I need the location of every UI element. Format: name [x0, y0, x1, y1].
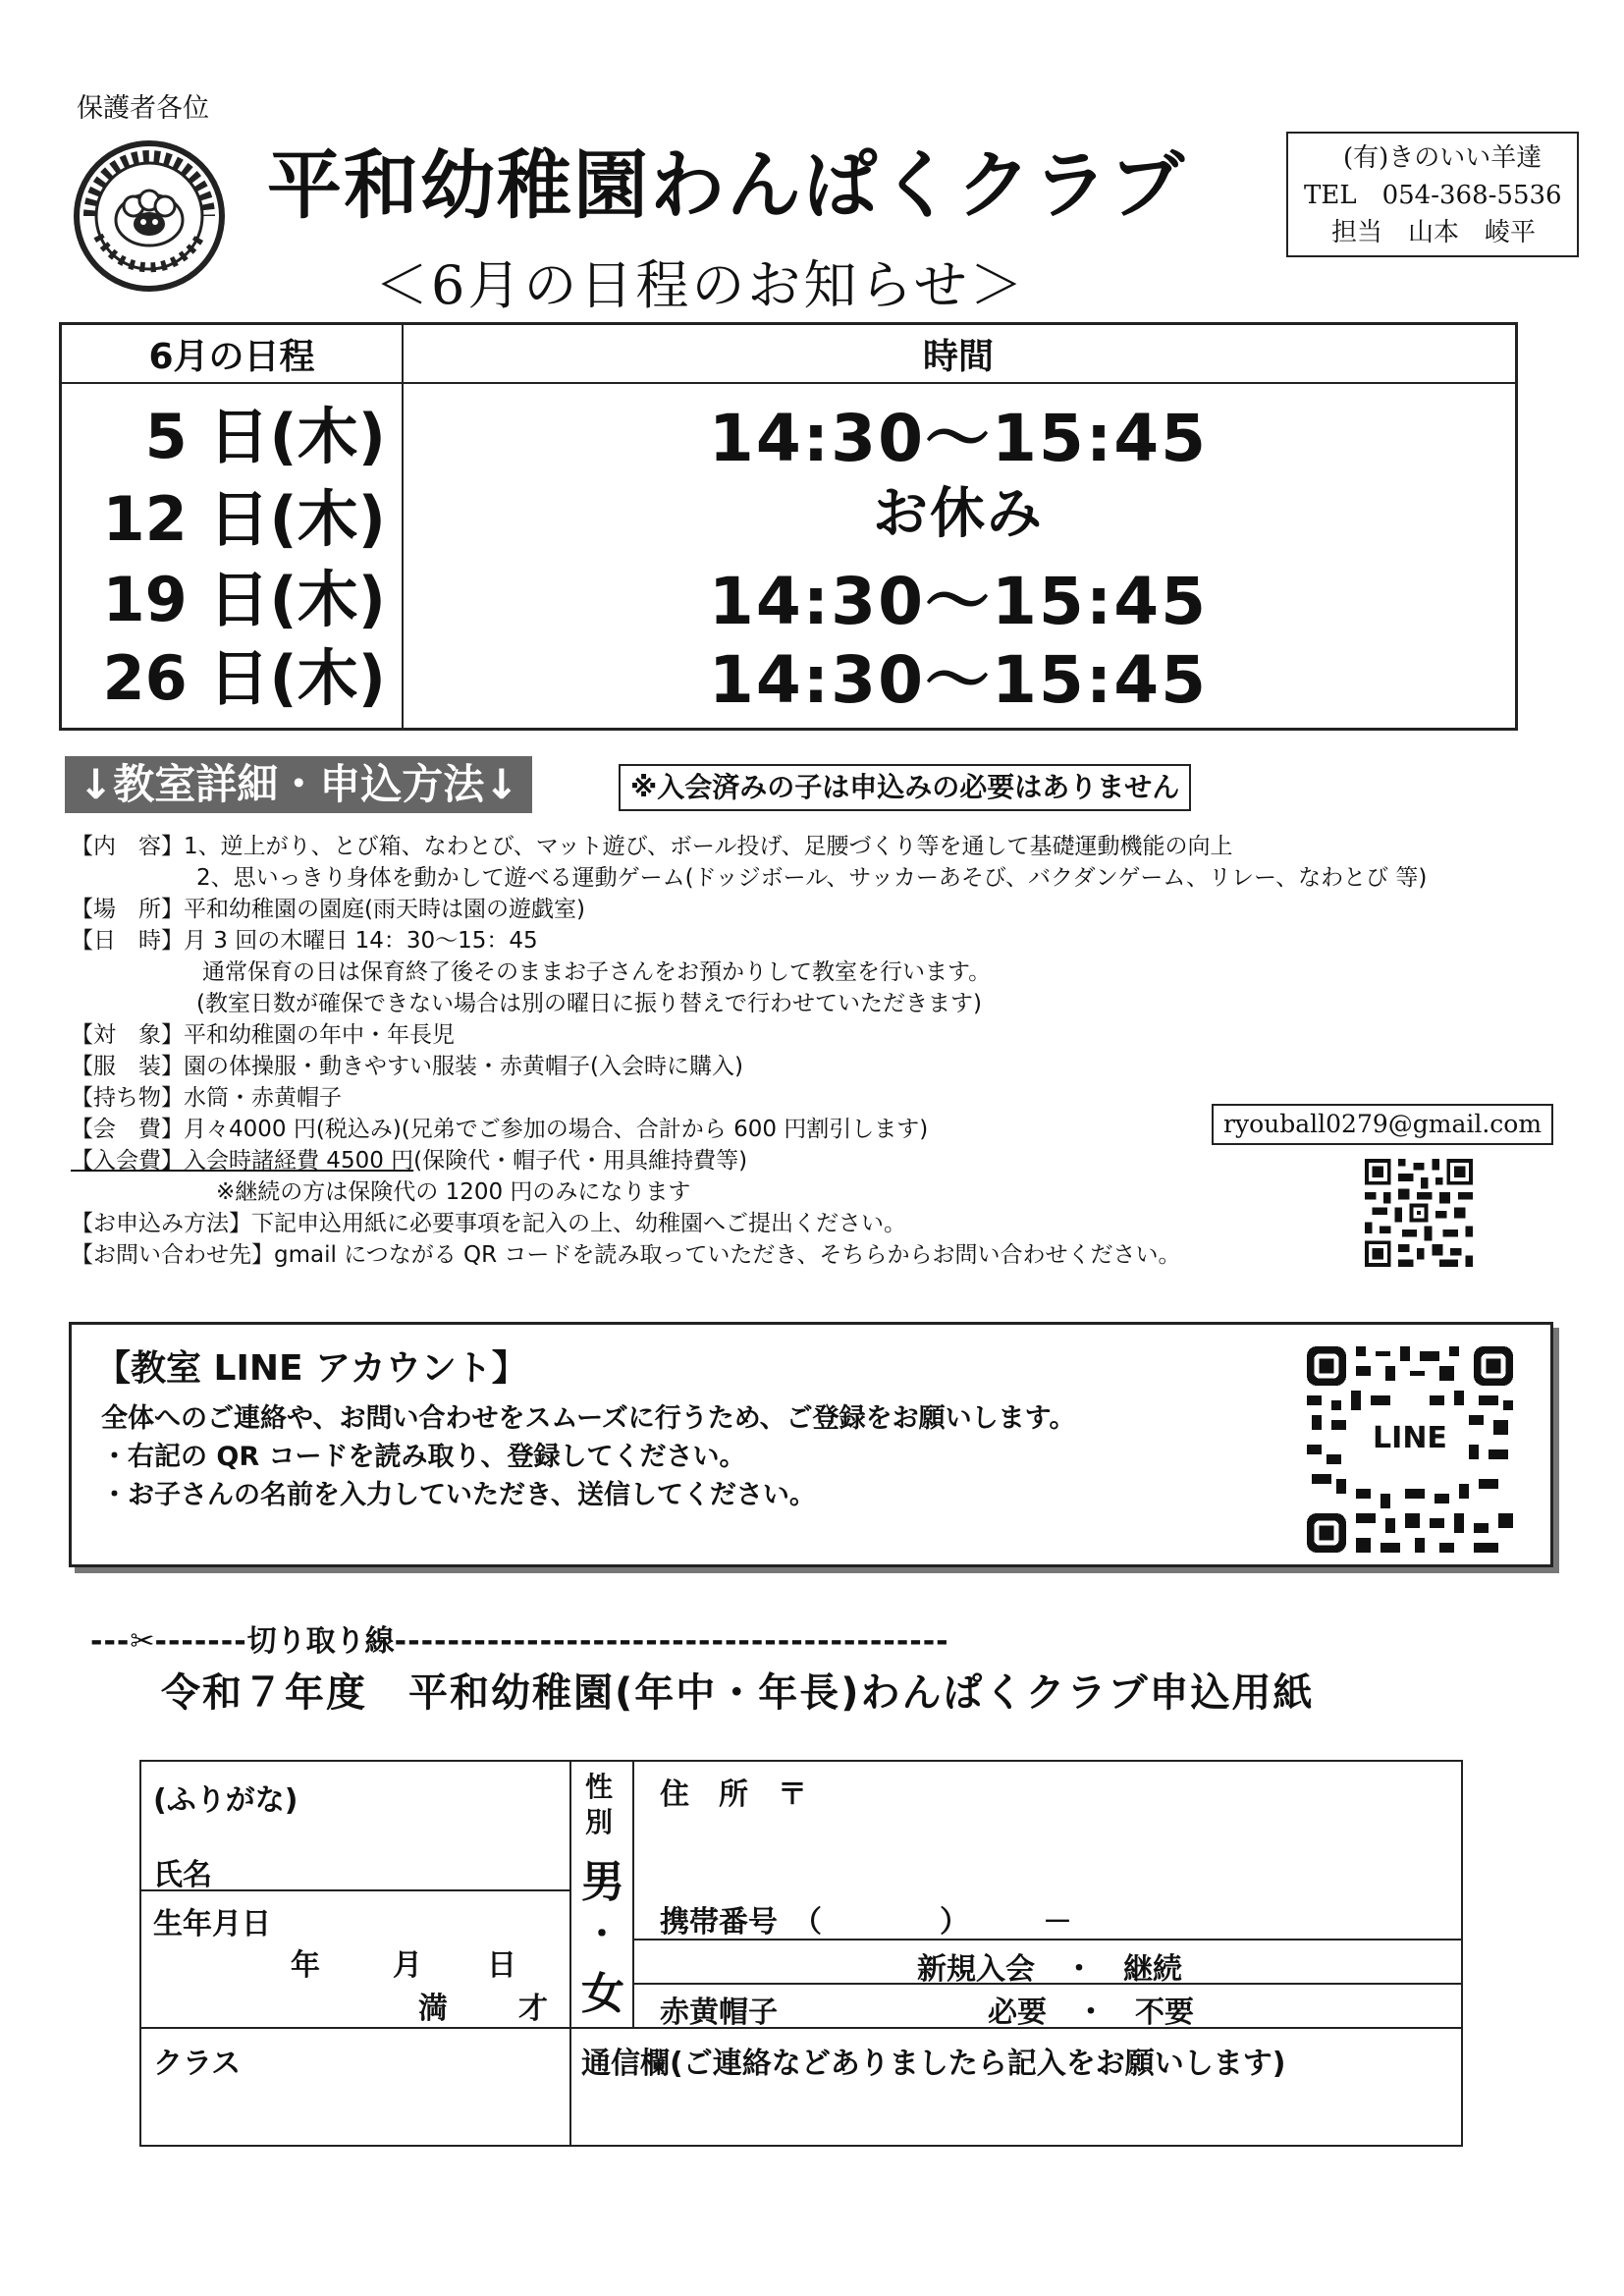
schedule-date: 12 日(木) — [102, 483, 386, 555]
detail-label: 【持ち物】 — [71, 1085, 184, 1111]
detail-label: 【日 時】 — [71, 928, 184, 954]
detail-row — [71, 925, 1427, 957]
detail-label: 【お申込み方法】 — [71, 1211, 251, 1236]
member-note: ※入会済みの子は申込みの必要はありません — [619, 764, 1191, 811]
comments-label: 通信欄(ご連絡などありましたら記入をお願いします) — [581, 2047, 1286, 2081]
year-label: 年 — [291, 1948, 320, 1983]
full-age-label: 満 — [418, 1992, 448, 2026]
cut-line-label: 切り取り線 — [246, 1624, 395, 1659]
cut-dashes: ------- — [154, 1624, 247, 1659]
gmail-qr-code-icon[interactable] — [1365, 1159, 1473, 1267]
schedule-date: 5 日(木) — [144, 401, 386, 472]
detail-text: 下記申込用紙に必要事項を記入の上、幼稚園へご提出ください。 — [251, 1211, 906, 1236]
detail-label: 【会 費】 — [71, 1117, 184, 1142]
schedule-time: 14:30～15:45 — [708, 642, 1209, 718]
detail-text: 水筒・赤黄帽子 — [184, 1085, 342, 1111]
female-option[interactable]: 女 — [581, 1969, 624, 2019]
hat-label: 赤黄帽子 — [660, 1995, 778, 2030]
detail-text: (教室日数が確保できない場合は別の曜日に振り替えで行わせていただきます) — [196, 991, 982, 1016]
detail-text: 2、思いっきり身体を動かして遊べる運動ゲーム(ドッジボール、サッカーあそび、バクダンゲーム、リレー、なわとび 等) — [196, 865, 1428, 891]
detail-row — [71, 1145, 1427, 1176]
detail-label: 【お問い合わせ先】 — [71, 1242, 274, 1268]
contact-person: 担当 山本 崚平 — [1331, 218, 1537, 247]
detail-text: 平和幼稚園の年中・年長児 — [184, 1022, 455, 1048]
company-name: (有)きのいい羊達 — [1343, 143, 1543, 173]
column-header-date: 6月の日程 — [148, 337, 315, 377]
schedule-time: 14:30～15:45 — [708, 401, 1209, 476]
detail-row — [71, 988, 1427, 1019]
furigana-field[interactable] — [151, 1811, 564, 1850]
table-divider — [62, 382, 1515, 384]
cut-line — [90, 1616, 949, 1660]
cut-dashes: ------------------------------------------ — [394, 1624, 949, 1659]
furigana-label: (ふりがな) — [153, 1783, 298, 1818]
detail-label: 【入会費】 — [71, 1148, 184, 1174]
detail-row — [71, 1176, 1427, 1208]
line-qr-code-icon[interactable] — [1307, 1346, 1513, 1553]
detail-label: 【対 象】 — [71, 1022, 184, 1048]
phone-label: 携帯番号 （ ） － — [660, 1905, 1072, 1940]
phone-number: TEL 054-368-5536 — [1304, 181, 1562, 210]
line-account-title: 【教室 LINE アカウント】 — [95, 1348, 527, 1389]
birthdate-label: 生年月日 — [153, 1907, 271, 1941]
form-divider — [569, 1762, 571, 2147]
detail-text: 園の体操服・動きやすい服装・赤黄帽子(入会時に購入) — [184, 1054, 743, 1079]
month-label: 月 — [393, 1948, 422, 1983]
name-label: 氏名 — [153, 1858, 212, 1892]
gender-label: 別 — [585, 1806, 614, 1838]
gender-label: 性 — [585, 1771, 614, 1803]
contact-box — [1286, 132, 1579, 257]
day-label: 日 — [487, 1948, 516, 1983]
line-account-box — [69, 1322, 1553, 1567]
detail-text: 月 3 回の木曜日 14：30～15：45 — [184, 928, 538, 954]
detail-row — [71, 831, 1427, 862]
detail-text: gmail につながる QR コードを読み取っていただき、そちらからお問い合わせください。 — [274, 1242, 1181, 1268]
company-logo — [71, 137, 228, 295]
schedule-time: お休み — [873, 482, 1044, 546]
detail-row — [71, 1208, 1427, 1239]
male-option[interactable]: 男 — [581, 1857, 624, 1907]
form-divider — [632, 1762, 634, 2027]
name-field[interactable] — [230, 1846, 564, 1886]
schedule-table — [59, 322, 1518, 731]
form-title: 令和７年度 平和幼稚園(年中・年長)わんぱくクラブ申込用紙 — [161, 1670, 1315, 1716]
detail-text: (保険代・帽子代・用具維持費等) — [413, 1148, 748, 1174]
cut-dashes: --- — [90, 1624, 131, 1659]
detail-label: 【場 所】 — [71, 897, 184, 922]
detail-label: 【内 容】 — [71, 834, 184, 859]
detail-text: 通常保育の日は保育終了後そのままお子さんをお預かりして教室を行います。 — [202, 959, 992, 985]
scissors-icon: ✂ — [130, 1624, 155, 1659]
detail-row — [71, 894, 1427, 925]
line-text-line: 全体へのご連絡や、お問い合わせをスムーズに行うため、ご登録をお願いします。 — [101, 1403, 1076, 1434]
line-text-line: ・お子さんの名前を入力していただき、送信してください。 — [101, 1480, 816, 1510]
email-address[interactable]: ryouball0279@gmail.com — [1212, 1104, 1553, 1145]
address-label: 住 所 〒 — [660, 1777, 807, 1812]
age-label: 才 — [518, 1992, 548, 2026]
detail-text: 月々4000 円(税込み)(兄弟でご参加の場合、合計から 600 円割引します) — [184, 1117, 929, 1142]
line-account-text — [101, 1399, 1076, 1514]
membership-options[interactable]: 新規入会 ・ 継続 — [917, 1952, 1182, 1987]
details-list — [71, 831, 1427, 1271]
detail-label: 【服 装】 — [71, 1054, 184, 1079]
detail-row — [71, 862, 1427, 894]
form-divider — [141, 2027, 1463, 2029]
detail-row — [71, 1019, 1427, 1051]
detail-text: 入会時諸経費 4500 円 — [184, 1148, 414, 1174]
detail-row — [71, 1051, 1427, 1082]
recipient-line: 保護者各位 — [77, 93, 209, 124]
application-form — [139, 1760, 1463, 2147]
detail-text: 平和幼稚園の園庭(雨天時は園の遊戯室) — [184, 897, 585, 922]
comments-field[interactable] — [579, 2076, 1453, 2141]
schedule-date: 26 日(木) — [102, 642, 386, 714]
column-header-time: 時間 — [922, 337, 994, 377]
address-field[interactable] — [829, 1766, 1457, 1893]
schedule-date: 19 日(木) — [102, 564, 386, 635]
details-banner: ↓教室詳細・申込方法↓ — [65, 756, 532, 813]
detail-row — [71, 957, 1427, 988]
class-label: クラス — [153, 2047, 242, 2081]
page-title: 平和幼稚園わんぱくクラブ — [267, 141, 1186, 229]
gender-separator: ・ — [585, 1915, 619, 1954]
schedule-time: 14:30～15:45 — [708, 564, 1209, 639]
class-field[interactable] — [151, 2076, 564, 2141]
line-text-line: ・右記の QR コードを読み取り、登録してください。 — [101, 1442, 746, 1472]
hat-options[interactable]: 必要 ・ 不要 — [988, 1995, 1194, 2030]
detail-text: ※継続の方は保険代の 1200 円のみになります — [216, 1179, 691, 1205]
page-subtitle: ＜6月の日程のお知らせ＞ — [375, 254, 1026, 316]
detail-row — [71, 1239, 1427, 1271]
line-qr-label: LINE — [1373, 1421, 1447, 1455]
detail-text: 1、逆上がり、とび箱、なわとび、マット遊び、ボール投げ、足腰づくり等を通して基礎運動機能の向上 — [184, 834, 1233, 859]
